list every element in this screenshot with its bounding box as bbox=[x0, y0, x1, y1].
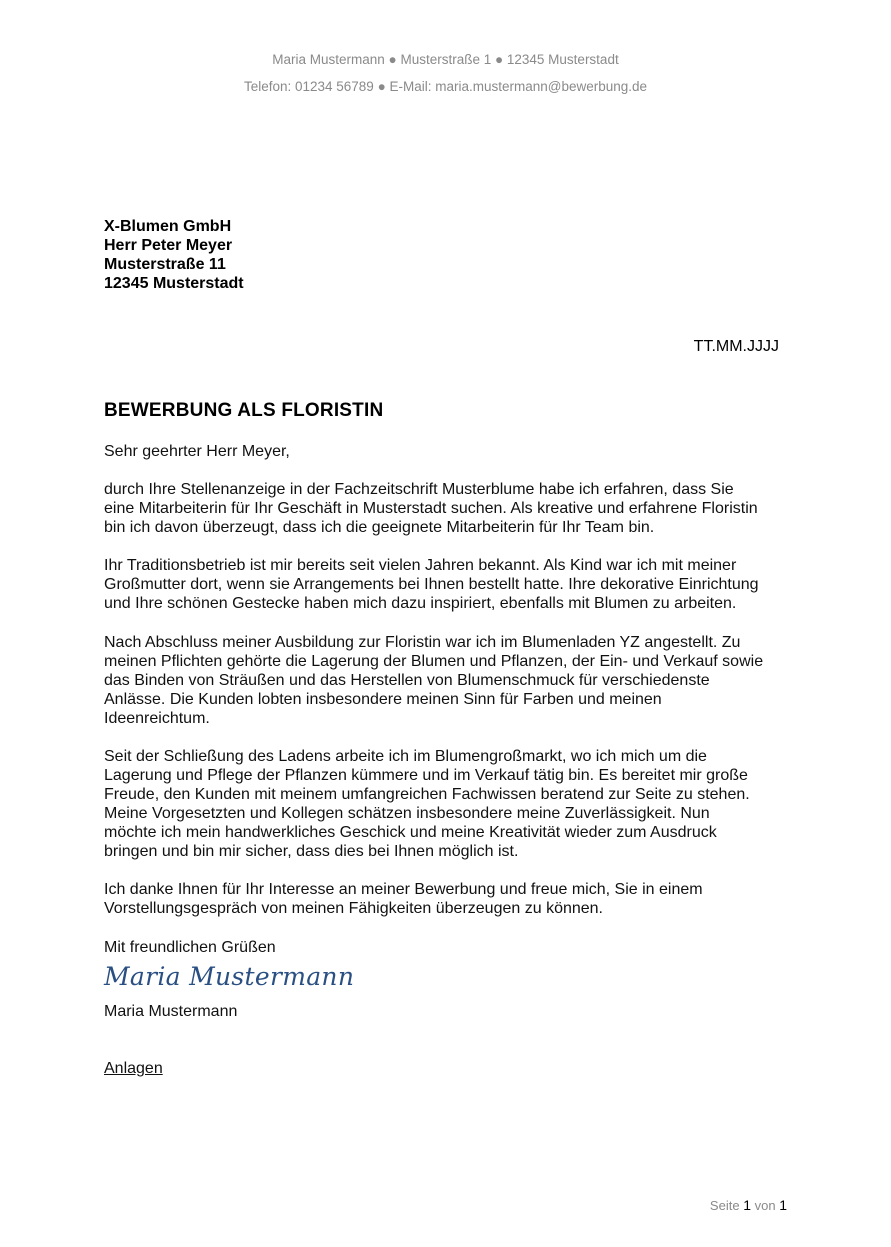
paragraph-line: meinen Pflichten gehörte die Lagerung der Blumen und Pflanzen, der Ein- und Verkauf sowie bbox=[104, 653, 764, 670]
current-page: 1 bbox=[743, 1197, 751, 1213]
recipient-city: 12345 Musterstadt bbox=[104, 275, 244, 292]
paragraph-line: und Ihre schönen Gestecke haben mich dazu inspiriert, ebenfalls mit Blumen zu arbeiten. bbox=[104, 595, 737, 612]
paragraph-line: möchte ich mein handwerkliches Geschick und meine Kreativität wieder zum Ausdruck bbox=[104, 824, 717, 841]
letter-subject: BEWERBUNG ALS FLORISTIN bbox=[104, 400, 384, 421]
sender-address-line: Maria Mustermann ● Musterstraße 1 ● 12345 Musterstadt bbox=[272, 52, 619, 67]
paragraph-line: Ideenreichtum. bbox=[104, 710, 210, 727]
letter-date: TT.MM.JJJJ bbox=[693, 338, 779, 355]
recipient-address-block bbox=[104, 217, 244, 293]
paragraph-line: bin ich davon überzeugt, dass ich die geeignete Mitarbeiterin für Ihr Team bin. bbox=[104, 519, 655, 536]
paragraph-line: bringen und bin mir sicher, dass dies bei Ihnen möglich ist. bbox=[104, 843, 519, 860]
paragraph-2 bbox=[104, 556, 794, 613]
recipient-company: X-Blumen GmbH bbox=[104, 218, 232, 235]
salutation: Sehr geehrter Herr Meyer, bbox=[104, 443, 290, 460]
printed-name: Maria Mustermann bbox=[104, 1003, 238, 1020]
paragraph-line: Seit der Schließung des Ladens arbeite ich im Blumengroßmarkt, wo ich mich um die bbox=[104, 748, 707, 765]
paragraph-line: Ich danke Ihnen für Ihr Interesse an meiner Bewerbung und freue mich, Sie in einem bbox=[104, 881, 703, 898]
handwritten-signature: Maria Mustermann bbox=[104, 962, 355, 991]
paragraph-line: Ihr Traditionsbetrieb ist mir bereits seit vielen Jahren bekannt. Als Kind war ich mit meiner bbox=[104, 557, 737, 574]
paragraph-line: Vorstellungsgespräch von meinen Fähigkeiten überzeugen zu können. bbox=[104, 900, 603, 917]
paragraph-line: Freude, den Kunden mit meinem umfangreichen Fachwissen beratend zur Seite zu stehen. bbox=[104, 786, 750, 803]
paragraph-line: durch Ihre Stellenanzeige in der Fachzeitschrift Musterblume habe ich erfahren, dass Sie bbox=[104, 481, 734, 498]
recipient-street: Musterstraße 11 bbox=[104, 256, 226, 273]
paragraph-4 bbox=[104, 747, 794, 861]
paragraph-line: das Binden von Sträußen und das Herstellen von Blumenschmuck für verschiedenste bbox=[104, 672, 710, 689]
paragraph-line: eine Mitarbeiterin für Ihr Geschäft in Musterstadt suchen. Als kreative und erfahrene Floristin bbox=[104, 500, 758, 517]
paragraph-line: Anlässe. Die Kunden lobten insbesondere meinen Sinn für Farben und meinen bbox=[104, 691, 662, 708]
sender-contact-line: Telefon: 01234 56789 ● E-Mail: maria.mustermann@bewerbung.de bbox=[243, 79, 648, 94]
paragraph-1 bbox=[104, 480, 794, 537]
total-pages: 1 bbox=[779, 1197, 787, 1213]
paragraph-5 bbox=[104, 880, 794, 918]
paragraph-line: Meine Vorgesetzten und Kollegen schätzen insbesondere meine Zuverlässigkeit. Nun bbox=[104, 805, 710, 822]
page-number bbox=[710, 1197, 787, 1213]
paragraph-3 bbox=[104, 633, 794, 728]
page-label: Seite bbox=[709, 1198, 740, 1213]
paragraph-line: Großmutter dort, wenn sie Arrangements bei Ihnen bestellt hatte. Ihre dekorative Einrichtung bbox=[104, 576, 759, 593]
recipient-person: Herr Peter Meyer bbox=[104, 237, 233, 254]
closing-phrase: Mit freundlichen Grüßen bbox=[104, 939, 276, 956]
paragraph-line: Nach Abschluss meiner Ausbildung zur Floristin war ich im Blumenladen YZ angestellt. Zu bbox=[104, 634, 741, 651]
attachments-label: Anlagen bbox=[104, 1060, 163, 1077]
of-label: von bbox=[754, 1198, 776, 1213]
paragraph-line: Lagerung und Pflege der Pflanzen kümmere und im Verkauf tätig bin. Es bereitet mir große bbox=[104, 767, 748, 784]
